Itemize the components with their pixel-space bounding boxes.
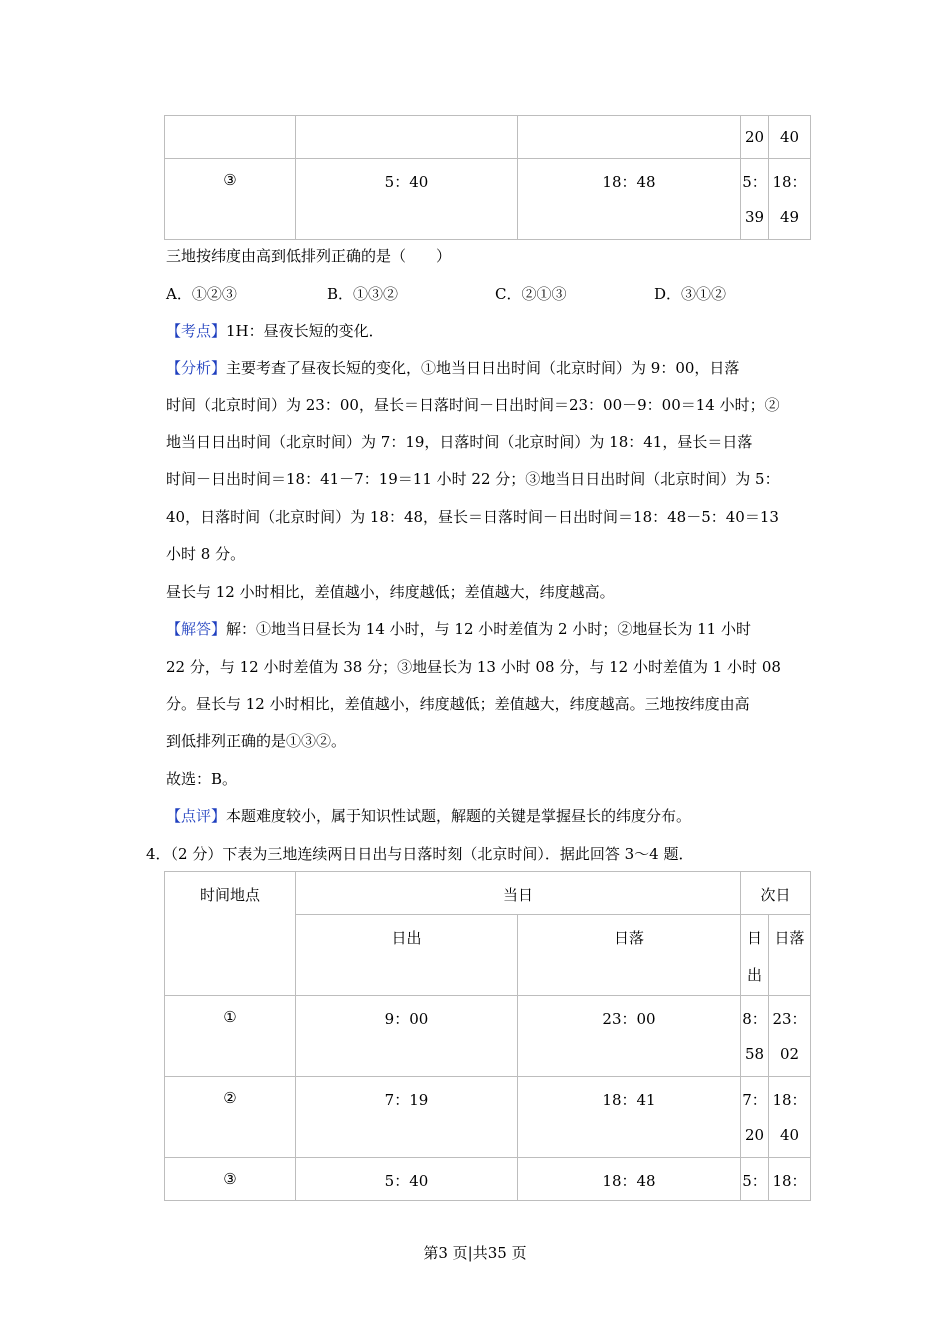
jieda-text: 到低排列正确的是①③②。 xyxy=(166,732,347,750)
next-sunset-part: 23： xyxy=(772,1010,807,1028)
next-sunrise-part: 8： xyxy=(742,1010,767,1028)
jieda-line xyxy=(166,619,811,639)
subheader-next-sunset: 日落 xyxy=(774,929,805,947)
next-sunset-part: 18： xyxy=(772,1172,807,1190)
dianping-tag: 【点评】 xyxy=(166,807,227,825)
kaodian-tag: 【考点】 xyxy=(166,322,227,340)
jieda-text: 解：①地当日昼长为 14 小时，与 12 小时差值为 2 小时；②地昼长为 11 小时 xyxy=(226,620,751,638)
sunset-cell: 18：48 xyxy=(602,173,656,191)
location-label: ① xyxy=(223,1008,237,1026)
jieda-text: 分。昼长与 12 小时相比，差值越小，纬度越低；差值越大，纬度越高。三地按纬度由高 xyxy=(166,695,750,713)
option-a: A．①②③ xyxy=(166,285,237,303)
next-sunrise-part: 39 xyxy=(744,208,765,226)
sunset-cell: 23：00 xyxy=(602,1010,656,1028)
option-b: B．①③② xyxy=(327,285,399,303)
subheader-next-sunrise-part: 出 xyxy=(746,966,762,984)
table-cell: 20 xyxy=(744,128,765,146)
sunset-cell: 18：48 xyxy=(602,1172,656,1190)
jieda-text: 22 分，与 12 小时差值为 38 分；③地昼长为 13 小时 08 分，与 12 小时差值为 1 小时 08 xyxy=(166,658,781,676)
question-text: 三地按纬度由高到低排列正确的是（ ） xyxy=(166,247,452,265)
subheader-sunrise: 日出 xyxy=(391,929,422,947)
kaodian-line xyxy=(166,321,811,341)
header-next-day: 次日 xyxy=(760,886,791,904)
dianping-text: 本题难度较小，属于知识性试题，解题的关键是掌握昼长的纬度分布。 xyxy=(226,807,692,825)
next-sunset-part: 18： xyxy=(772,173,807,191)
answer-text: 故选：B。 xyxy=(166,770,238,788)
fenxi-text: 地当日日出时间（北京时间）为 7：19，日落时间（北京时间）为 18：41，昼长＝日落 xyxy=(166,433,753,451)
sunrise-cell: 7：19 xyxy=(384,1091,429,1109)
next-sunrise-part: 5： xyxy=(742,1172,767,1190)
fenxi-text: 小时 8 分。 xyxy=(166,545,246,563)
sunrise-cell: 5：40 xyxy=(384,1172,429,1190)
table-row xyxy=(165,159,811,240)
subheader-next-sunrise-part: 日 xyxy=(746,929,762,947)
sunrise-cell: 9：00 xyxy=(384,1010,429,1028)
next-sunset-part: 49 xyxy=(779,208,800,226)
kaodian-text: 1H：昼夜长短的变化． xyxy=(226,322,384,340)
table-row xyxy=(165,996,811,1077)
next-sunrise-part: 5： xyxy=(742,173,767,191)
fenxi-text: 主要考查了昼夜长短的变化，①地当日日出时间（北京时间）为 9：00，日落 xyxy=(226,359,740,377)
next-sunset-part: 18： xyxy=(772,1091,807,1109)
sunrise-sunset-table xyxy=(164,871,811,1201)
location-label: ③ xyxy=(223,171,237,189)
header-location: 时间地点 xyxy=(199,886,260,904)
page-footer: 第3 页|共35 页 xyxy=(423,1244,527,1262)
header-today: 当日 xyxy=(502,886,533,904)
option-c: C．②①③ xyxy=(495,285,567,303)
table-header-row xyxy=(165,872,811,915)
sunset-cell: 18：41 xyxy=(602,1091,656,1109)
table-row xyxy=(165,116,811,159)
jieda-tag: 【解答】 xyxy=(166,620,227,638)
option-d: D．③①② xyxy=(654,285,727,303)
fenxi-line xyxy=(166,358,811,378)
dianping-line xyxy=(166,806,811,826)
fenxi-text: 昼长与 12 小时相比，差值越小，纬度越低；差值越大，纬度越高。 xyxy=(166,583,615,601)
table-cell: 40 xyxy=(779,128,800,146)
fenxi-text: 40，日落时间（北京时间）为 18：48，昼长＝日落时间－日出时间＝18：48－5：40＝13 xyxy=(166,508,779,526)
next-sunrise-part: 7： xyxy=(742,1091,767,1109)
fenxi-text: 时间－日出时间＝18：41－7：19＝11 小时 22 分；③地当日日出时间（北京时间）为 5： xyxy=(166,470,780,488)
continued-table xyxy=(164,115,811,240)
next-sunrise-part: 20 xyxy=(744,1126,765,1144)
next-sunset-part: 02 xyxy=(779,1045,800,1063)
next-sunrise-part: 58 xyxy=(744,1045,765,1063)
next-sunset-part: 40 xyxy=(779,1126,800,1144)
fenxi-text: 时间（北京时间）为 23：00，昼长＝日落时间－日出时间＝23：00－9：00＝14 小时；② xyxy=(166,396,780,414)
table-row xyxy=(165,1077,811,1158)
question-4-stem: 4．（2 分）下表为三地连续两日日出与日落时刻（北京时间）．据此回答 3～4 题． xyxy=(146,845,694,863)
table-row xyxy=(165,1158,811,1201)
subheader-sunset: 日落 xyxy=(613,929,644,947)
fenxi-tag: 【分析】 xyxy=(166,359,227,377)
location-label: ③ xyxy=(223,1170,237,1188)
location-label: ② xyxy=(223,1089,237,1107)
sunrise-cell: 5：40 xyxy=(384,173,429,191)
